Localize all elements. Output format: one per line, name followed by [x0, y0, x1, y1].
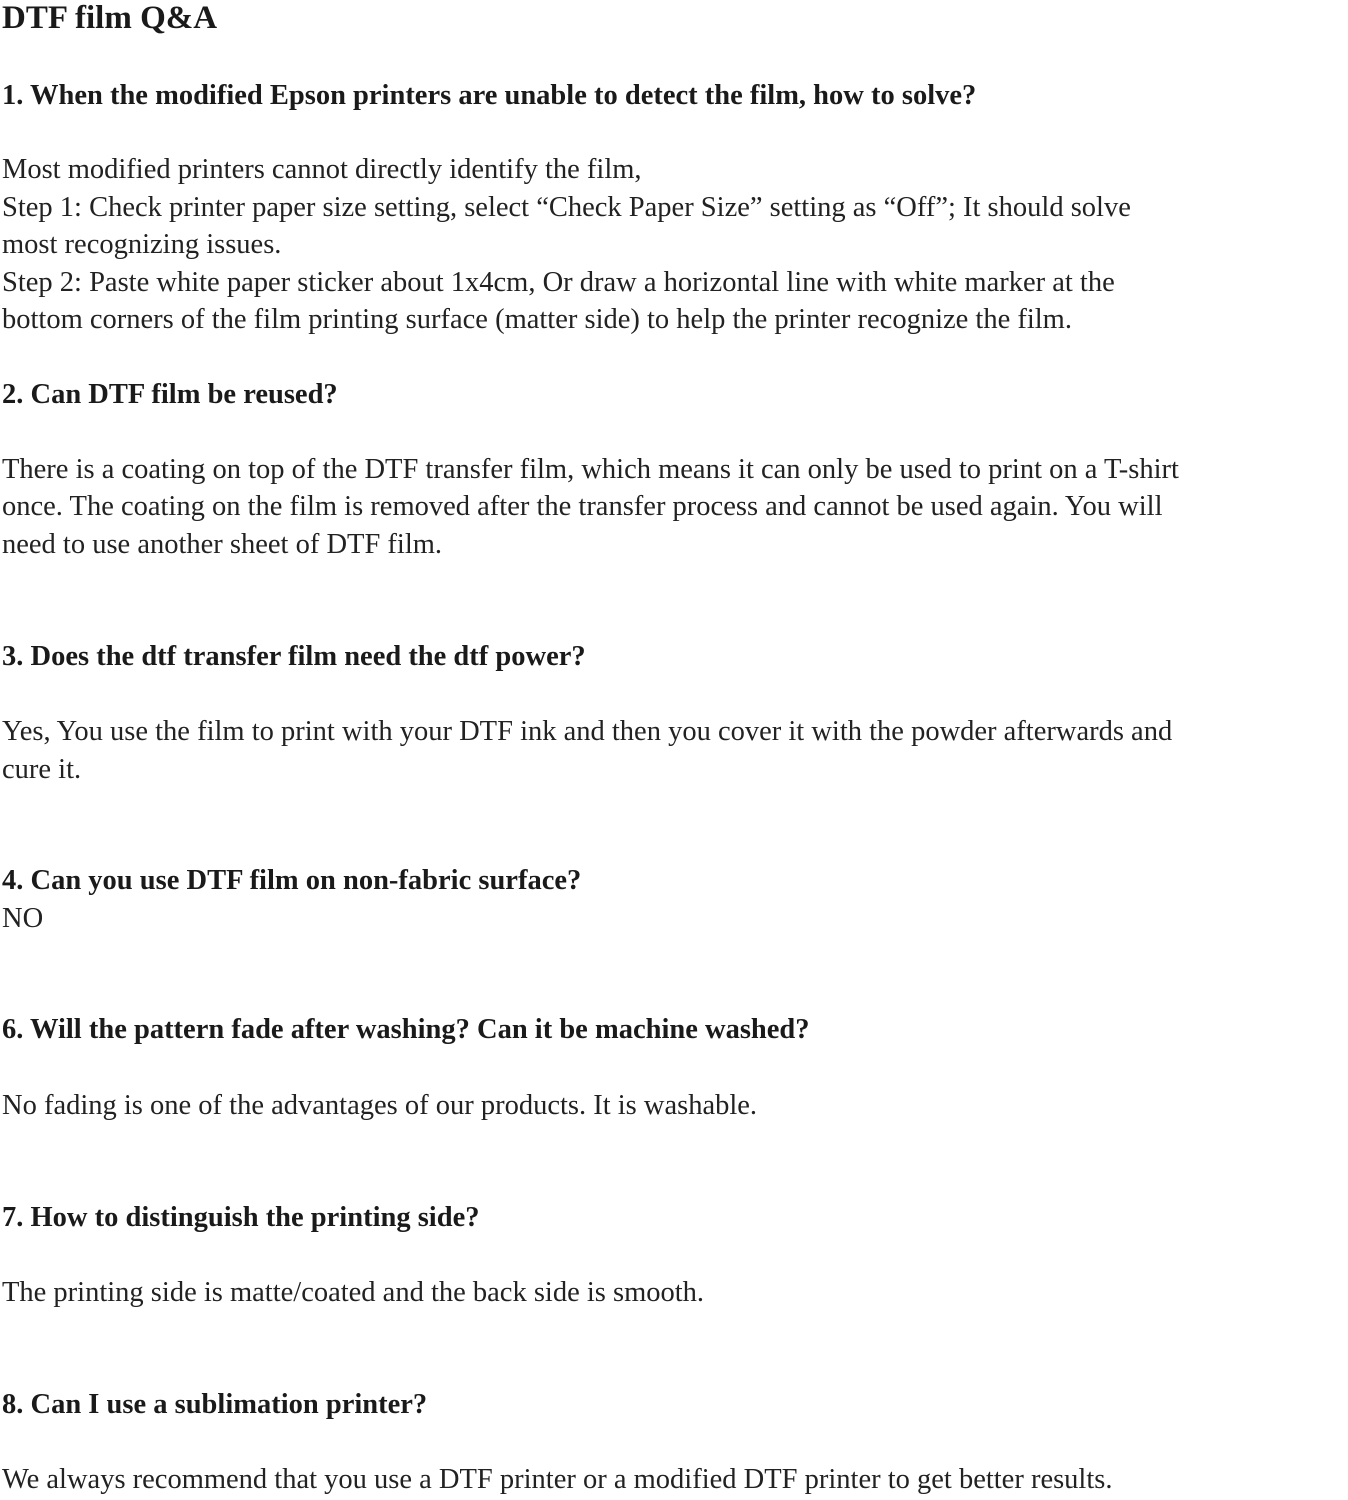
question-3: 3. Does the dtf transfer film need the dtf power?	[2, 641, 586, 672]
page-title: DTF film Q&A	[2, 0, 218, 36]
answer-line: need to use another sheet of DTF film.	[2, 529, 443, 560]
answer-line: most recognizing issues.	[2, 229, 282, 260]
answer-line: Step 1: Check printer paper size setting, select “Check Paper Size” setting as “Off”; It should solve	[2, 192, 1131, 223]
answer-line: We always recommend that you use a DTF printer or a modified DTF printer to get better results.	[2, 1464, 1113, 1495]
question-4: 4. Can you use DTF film on non-fabric surface?	[2, 865, 582, 896]
answer-line: NO	[2, 903, 44, 934]
question-1: 1. When the modified Epson printers are unable to detect the film, how to solve?	[2, 80, 977, 111]
answer-line: Yes, You use the film to print with your DTF ink and then you cover it with the powder afterwards and	[2, 716, 1173, 747]
question-6: 6. Will the pattern fade after washing? Can it be machine washed?	[2, 1014, 810, 1045]
answer-line: There is a coating on top of the DTF transfer film, which means it can only be used to print on a T-shirt	[2, 454, 1179, 485]
answer-line: No fading is one of the advantages of our products. It is washable.	[2, 1090, 758, 1121]
question-2: 2. Can DTF film be reused?	[2, 379, 338, 410]
answer-line: Most modified printers cannot directly identify the film,	[2, 154, 642, 185]
answer-line: The printing side is matte/coated and the back side is smooth.	[2, 1277, 705, 1308]
question-7: 7. How to distinguish the printing side?	[2, 1202, 480, 1233]
answer-line: once. The coating on the film is removed after the transfer process and cannot be used again. You will	[2, 491, 1163, 522]
answer-line: bottom corners of the film printing surface (matter side) to help the printer recognize the film.	[2, 304, 1072, 335]
question-8: 8. Can I use a sublimation printer?	[2, 1389, 428, 1420]
answer-line: cure it.	[2, 754, 82, 785]
answer-line: Step 2: Paste white paper sticker about 1x4cm, Or draw a horizontal line with white marker at the	[2, 267, 1115, 298]
